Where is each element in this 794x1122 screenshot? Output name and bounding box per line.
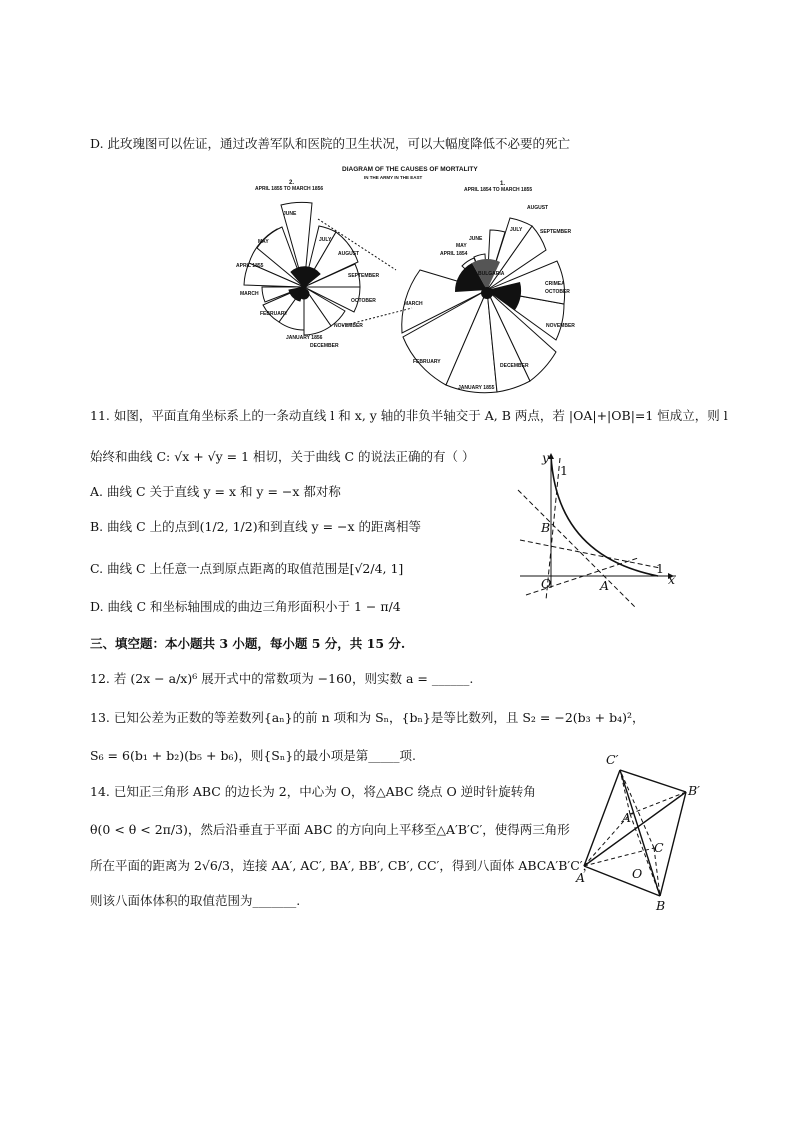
q14-line2: θ(0 < θ < 2π/3)，然后沿垂直于平面 ABC 的方向向上平移至△A′B′C′，使得两三角形 bbox=[90, 822, 570, 837]
rose-right-label-june: JUNE bbox=[469, 236, 483, 242]
rose-subtitle: IN THE ARMY IN THE EAST bbox=[364, 175, 423, 180]
rose-left-label-february: FEBRUARY bbox=[260, 311, 288, 317]
rose-left-label-october: OCTOBER bbox=[351, 298, 376, 304]
rose-right-label-december: DECEMBER bbox=[500, 363, 529, 369]
rose-right-label-march: MARCH bbox=[404, 301, 423, 307]
rose-title: DIAGRAM OF THE CAUSES OF MORTALITY bbox=[342, 166, 478, 173]
rose-left-label-may: MAY bbox=[258, 239, 269, 245]
rose-left-range: APRIL 1855 TO MARCH 1856 bbox=[255, 186, 324, 192]
rose-left-label-august: AUGUST bbox=[338, 251, 360, 257]
rose-right-label-may: MAY bbox=[456, 243, 467, 249]
rose-left-label-march: MARCH bbox=[240, 291, 259, 297]
q11-option-b: B. 曲线 C 上的点到(1/2, 1/2)和到直线 y = −x 的距离相等 bbox=[90, 519, 422, 534]
rose-right-label-august: AUGUST bbox=[527, 205, 549, 211]
q11-option-a: A. 曲线 C 关于直线 y = x 和 y = −x 都对称 bbox=[90, 484, 341, 499]
rose-left-label-september: SEPTEMBER bbox=[348, 273, 380, 279]
q11-fig-o-label: O bbox=[541, 576, 552, 591]
q14-line1: 14. 已知正三角形 ABC 的边长为 2，中心为 O，将△ABC 绕点 O 逆时针旋转角 bbox=[90, 784, 536, 799]
q14-fig-b: B bbox=[656, 898, 666, 913]
rose-right-label-july: JULY bbox=[510, 227, 523, 233]
rose-right-label-october: OCTOBER bbox=[545, 289, 570, 295]
q11-fig-b-label: B bbox=[541, 520, 551, 535]
q13-line1: 13. 已知公差为正数的等差数列{aₙ}的前 n 项和为 Sₙ，{bₙ}是等比数列，且 S₂ = −2(b₃ + b₄)²， bbox=[90, 710, 645, 725]
q14-line4: 则该八面体体积的取值范围为_______. bbox=[90, 893, 301, 908]
rose-left-label-january: JANUARY 1856 bbox=[286, 335, 323, 341]
rose-left-label-november: NOVEMBER bbox=[334, 323, 363, 329]
rose-left-label-june: JUNE bbox=[283, 211, 297, 217]
rose-left-number: 2. bbox=[289, 180, 295, 186]
q14-fig-o: O bbox=[632, 866, 643, 881]
q11-fig-y-one: 1 bbox=[560, 463, 568, 478]
option-d-text: D. 此玫瑰图可以佐证，通过改善军队和医院的卫生状况，可以大幅度降低不必要的死亡 bbox=[90, 136, 571, 151]
rose-left-label-december: DECEMBER bbox=[310, 343, 339, 349]
q11-fig-x-one: 1 bbox=[656, 561, 664, 576]
q11-option-d: D. 曲线 C 和坐标轴围成的曲边三角形面积小于 1 − π/4 bbox=[90, 599, 401, 614]
rose-right-number: 1. bbox=[500, 181, 506, 187]
q11-fig-y-label: y bbox=[542, 450, 550, 465]
rose-crimea-label: CRIMEA bbox=[545, 281, 565, 287]
q11-fig-x-label: x bbox=[668, 572, 676, 587]
q11-option-c: C. 曲线 C 上任意一点到原点距离的取值范围是[√2/4, 1] bbox=[90, 561, 404, 576]
rose-left-label-july: JULY bbox=[319, 237, 332, 243]
q11-line2: 始终和曲线 C: √x + √y = 1 相切，关于曲线 C 的说法正确的有（ ） bbox=[90, 449, 475, 464]
rose-right-label-november: NOVEMBER bbox=[546, 323, 575, 329]
rose-right-label-january: JANUARY 1855 bbox=[458, 385, 495, 391]
rose-right-label-february: FEBRUARY bbox=[413, 359, 441, 365]
section3-heading: 三、填空题：本小题共 3 小题，每小题 5 分，共 15 分. bbox=[90, 636, 406, 651]
q14-fig-bprime: B′ bbox=[688, 783, 701, 798]
q12-text: 12. 若 (2x − a/x)⁶ 展开式中的常数项为 −160，则实数 a = ______. bbox=[90, 671, 474, 686]
q11-line1: 11. 如图，平面直角坐标系上的一条动直线 l 和 x, y 轴的非负半轴交于 A, B 两点，若 |OA|+|OB|=1 恒成立，则 l bbox=[90, 408, 728, 423]
q14-fig-cprime: C′ bbox=[606, 752, 619, 767]
rose-left-label-april: APRIL 1855 bbox=[236, 263, 264, 269]
q14-fig-aprime: A′ bbox=[622, 810, 634, 825]
q14-line3: 所在平面的距离为 2√6/3，连接 AA′, AC′, BA′, BB′, CB′, CC′，得到八面体 ABCA′B′C′， bbox=[90, 858, 596, 873]
rose-right-label-september: SEPTEMBER bbox=[540, 229, 572, 235]
rose-bulgaria-label: BULGARIA bbox=[478, 271, 505, 277]
q11-fig-a-label: A bbox=[600, 578, 610, 593]
rose-right-label-april: APRIL 1854 bbox=[440, 251, 468, 257]
q13-line2: S₆ = 6(b₁ + b₂)(b₅ + b₆)，则{Sₙ}的最小项是第_____项. bbox=[90, 748, 416, 763]
q14-fig-a: A bbox=[576, 870, 586, 885]
rose-right-range: APRIL 1854 TO MARCH 1855 bbox=[464, 187, 533, 193]
q14-fig-c: C bbox=[654, 840, 664, 855]
